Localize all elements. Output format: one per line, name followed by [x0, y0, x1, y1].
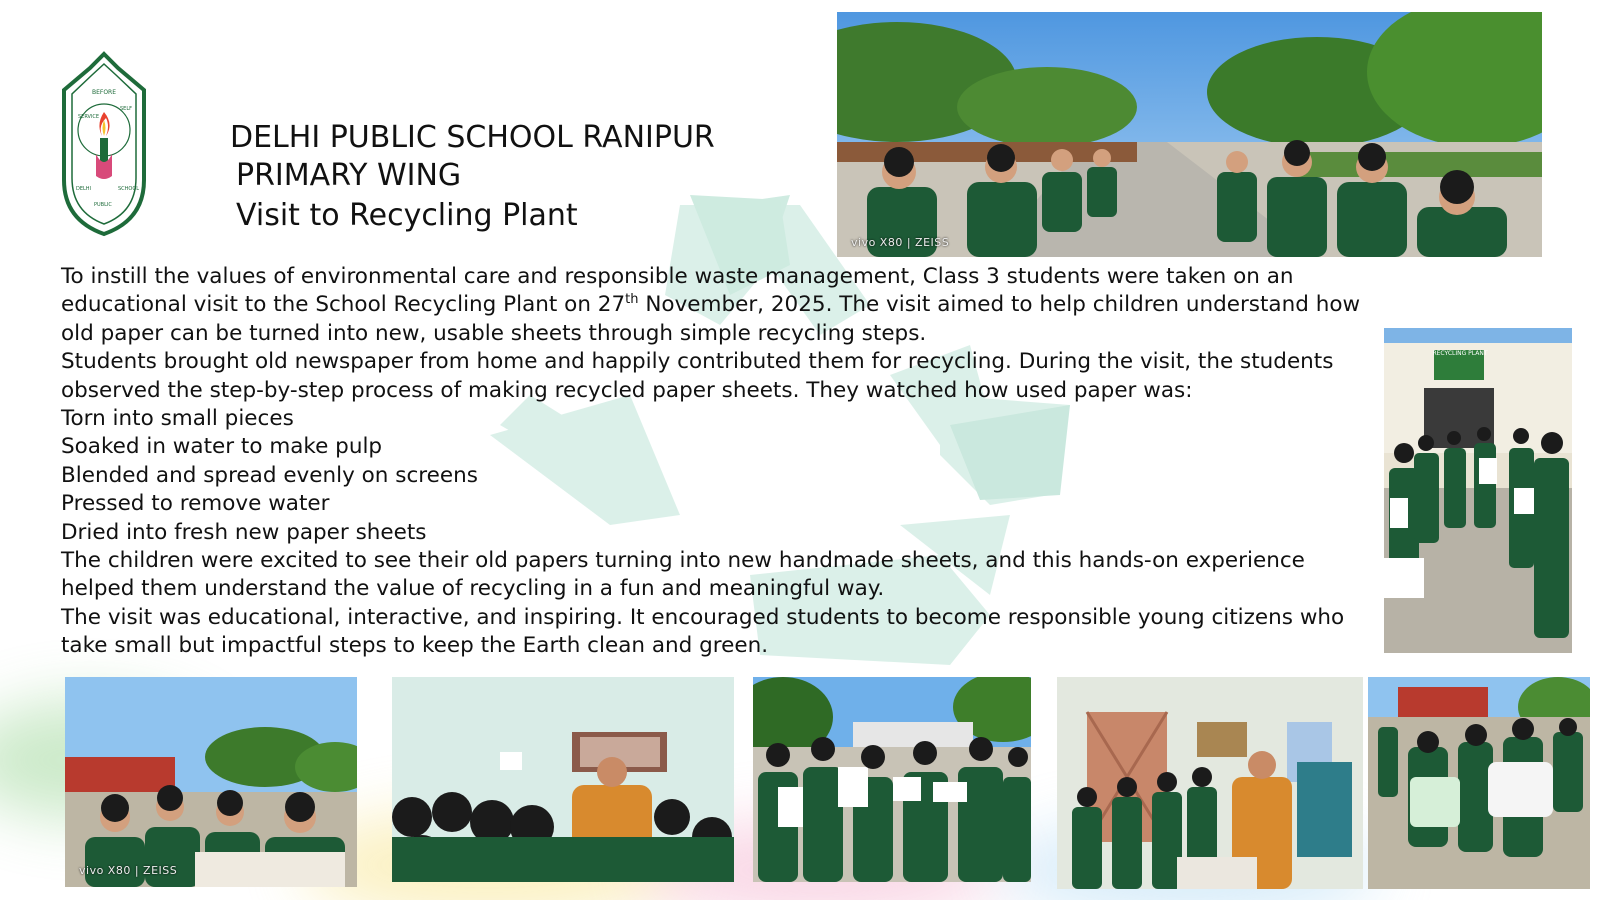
photo-students-holding-sheets: [1368, 677, 1590, 889]
activity-paragraph: Students brought old newspaper from home and happily contributed them for recycling. During the visit, the students observed the step-by-step process of making recycled paper sheets. They watched how used paper was:: [61, 349, 1334, 403]
photo-camera-watermark: vivo X80 | ZEISS: [851, 236, 950, 249]
outcome-paragraph: The children were excited to see their old papers turning into new handmade sheets, and this hands-on experience helped them understand the value of recycling in a fun and meaningful way.: [61, 548, 1305, 602]
crest-name-right: SCHOOL: [118, 186, 140, 192]
school-crest-logo: [58, 50, 150, 240]
crest-motto-top: BEFORE: [91, 89, 117, 96]
intro-paragraph: To instill the values of environmental care and responsible waste management, Class 3 students were taken on an educational visit to the School Recycling Plant on 27th November, 2025. The visit aimed to help children understand how old paper can be turned into new, usable sheets through simple recycling steps.: [61, 264, 1361, 346]
photo-teacher-explaining: [392, 677, 734, 882]
step-2: Soaked in water to make pulp: [61, 434, 383, 460]
step-5: Dried into fresh new paper sheets: [61, 519, 427, 545]
photo-students-walking: [837, 12, 1542, 257]
photo-students-outdoor: [65, 677, 357, 887]
recycling-plant-sign: RECYCLING PLANT: [1432, 350, 1488, 357]
crest-motto-left: SERVICE: [78, 114, 100, 120]
photo-paper-machine-room: [1057, 677, 1363, 889]
wing-heading: PRIMARY WING: [236, 158, 462, 193]
step-1: Torn into small pieces: [61, 406, 294, 432]
crest-name-mid: PUBLIC: [94, 202, 112, 208]
school-name-heading: DELHI PUBLIC SCHOOL RANIPUR: [230, 120, 715, 155]
crest-name-left: DELHI: [76, 186, 92, 192]
step-3: Blended and spread evenly on screens: [61, 462, 478, 488]
report-body: [61, 263, 1371, 661]
event-title-heading: Visit to Recycling Plant: [236, 198, 578, 233]
crest-motto-right: SELF: [120, 106, 132, 112]
conclusion-paragraph: The visit was educational, interactive, and inspiring. It encouraged students to become responsible young citizens who take small but impactful steps to keep the Earth clean and green.: [61, 604, 1345, 659]
photo-recycling-plant-entrance: [1384, 328, 1572, 653]
photo-students-with-sheets: [753, 677, 1031, 882]
bottom-photo-camera-watermark: vivo X80 | ZEISS: [79, 864, 178, 877]
step-4: Pressed to remove water: [61, 491, 330, 517]
